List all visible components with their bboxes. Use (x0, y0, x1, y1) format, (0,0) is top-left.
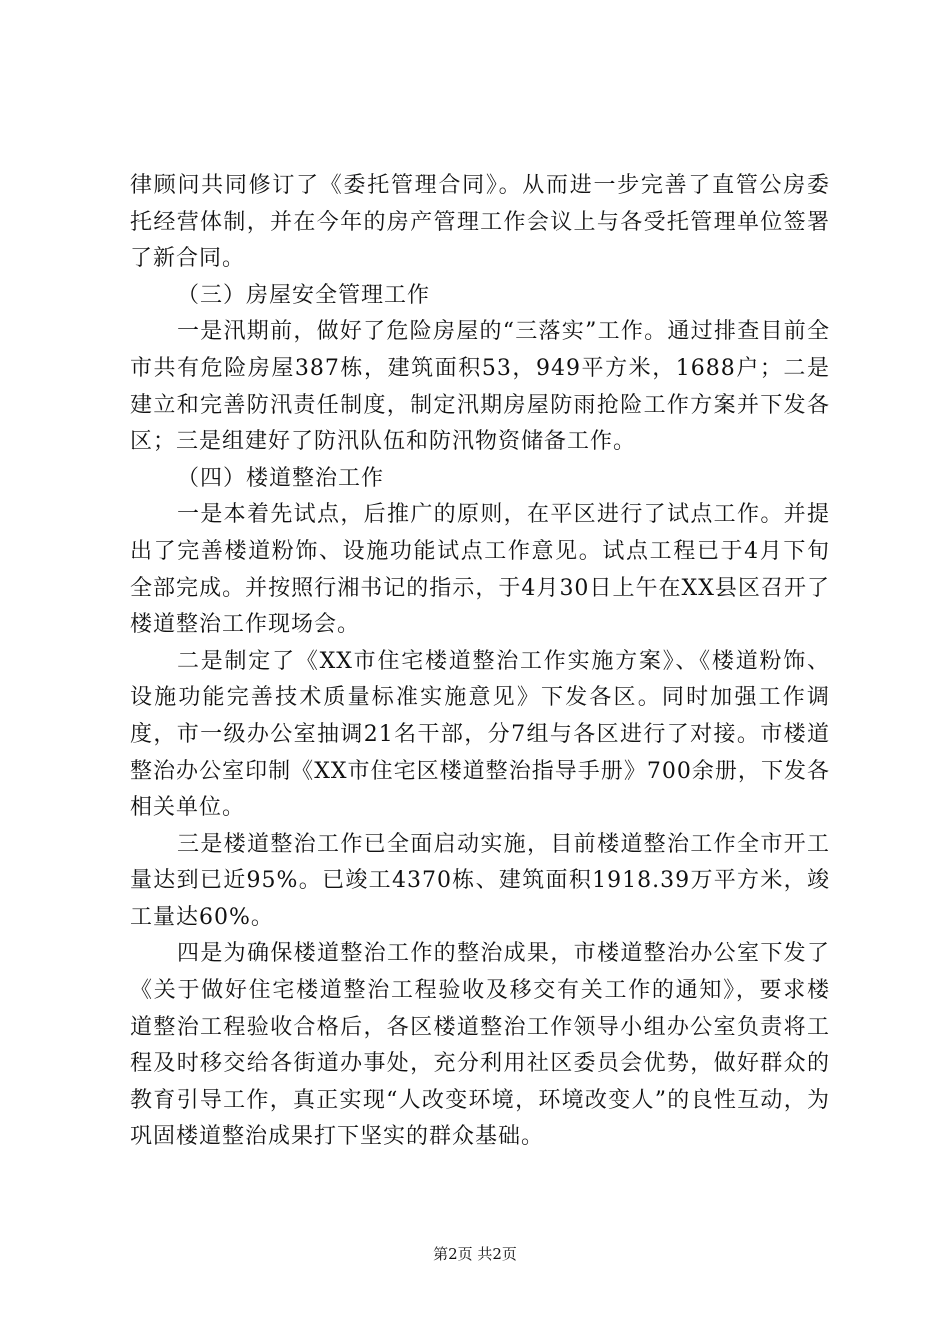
section-heading-housing-safety: （三）房屋安全管理工作 (177, 282, 431, 308)
paragraph-stairway-item-4: 四是为确保楼道整治工作的整治成果，市楼道整治办公室下发了《关于做好住宅楼道整治工程验收及移交有关工作的通知》，要求楼道整治工程验收合格后，各区楼道整治工作领导小组办公室负责将工程及时移交给各街道办事处，充分利用社区委员会优势，做好群众的教育引导工作，真正实现“人改变环境，环境改变人”的良性互动，为巩固楼道整治成果打下坚实的群众基础。 (130, 941, 830, 1150)
paragraph-stairway-item-1: 一是本着先试点，后推广的原则，在平区进行了试点工作。并提出了完善楼道粉饰、设施功能试点工作意见。试点工程已于4月下旬全部完成。并按照行湘书记的指示，于4月30日上午在XX县区召开了楼道整治工作现场会。 (130, 502, 830, 638)
paragraph-continuation: 律顾问共同修订了《委托管理合同》。从而进一步完善了直管公房委托经营体制，并在今年的房产管理工作会议上与各受托管理单位签署了新合同。 (130, 173, 830, 272)
document-body (130, 168, 830, 1156)
page-number-footer: 第2页 共2页 (433, 1245, 517, 1263)
paragraph-stairway-item-3: 三是楼道整治工作已全面启动实施，目前楼道整治工作全市开工量达到已近95%。已竣工4370栋、建筑面积1918.39万平方米，竣工量达60%。 (130, 831, 830, 930)
section-heading-stairway-renovation: （四）楼道整治工作 (177, 465, 385, 491)
paragraph-stairway-item-2: 二是制定了《XX市住宅楼道整治工作实施方案》、《楼道粉饰、设施功能完善技术质量标准实施意见》下发各区。同时加强工作调度，市一级办公室抽调21名干部，分7组与各区进行了对接。市楼道整治办公室印制《XX市住宅区楼道整治指导手册》700余册，下发各相关单位。 (130, 648, 830, 821)
paragraph-housing-safety: 一是汛期前，做好了危险房屋的“三落实”工作。通过排查目前全市共有危险房屋387栋，建筑面积53，949平方米，1688户；二是建立和完善防汛责任制度，制定汛期房屋防雨抢险工作方案并下发各区；三是组建好了防汛队伍和防汛物资储备工作。 (130, 319, 830, 455)
